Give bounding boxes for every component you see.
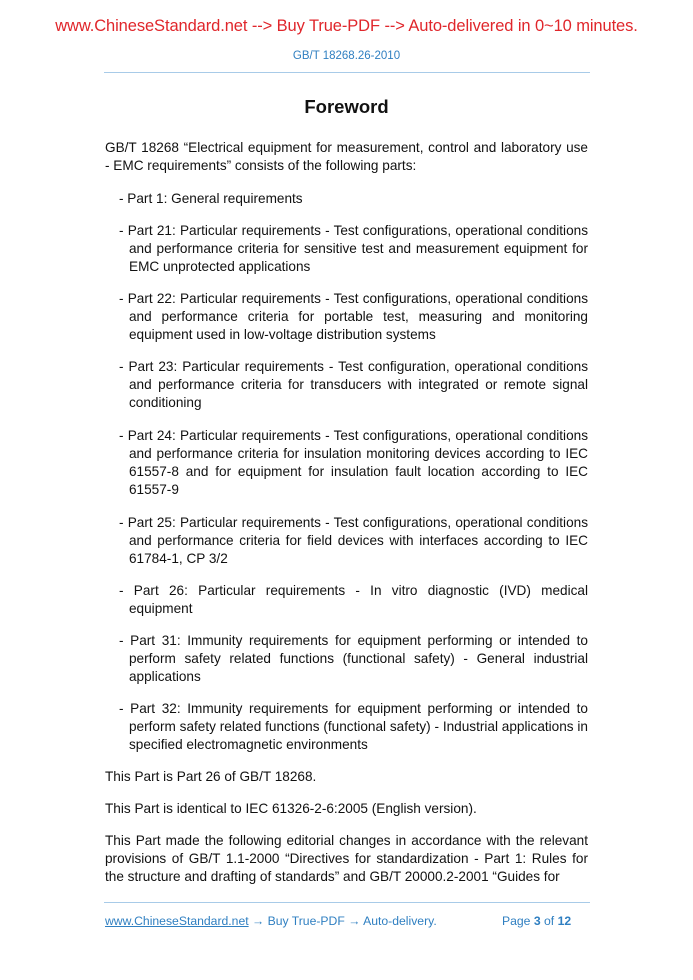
total-pages-number: 12 (557, 914, 572, 928)
footer-delivery-text: Auto-delivery. (363, 914, 437, 928)
page-label: Page (502, 914, 531, 928)
part-list-item: - Part 21: Particular requirements - Test configurations, operational conditions and performance criteria for sensitive test and measurement equipment for EMC unprotected applications (119, 223, 588, 274)
part-list-item: - Part 23: Particular requirements - Test configuration, operational conditions and performance criteria for transducers with integrated or remote signal conditioning (119, 359, 588, 410)
intro-paragraph: GB/T 18268 “Electrical equipment for measurement, control and laboratory use - EMC requirements” consists of the following parts: (105, 140, 588, 173)
arrow-right-icon: → (344, 914, 364, 928)
page-indicator (502, 914, 571, 928)
body-paragraph: This Part is Part 26 of GB/T 18268. (105, 769, 317, 784)
promo-banner[interactable]: www.ChineseStandard.net --> Buy True-PDF --> Auto-delivered in 0~10 minutes. (55, 17, 638, 35)
part-list-item: - Part 25: Particular requirements - Test configurations, operational conditions and performance criteria for field devices with interfaces according to IEC 61784-1, CP 3/2 (119, 515, 588, 566)
footer-buy-text: Buy True-PDF (267, 914, 345, 928)
page-title: Foreword (304, 96, 389, 117)
of-label: of (544, 914, 555, 928)
body-paragraph: This Part is identical to IEC 61326-2-6:2005 (English version). (105, 801, 477, 816)
part-list-item: - Part 24: Particular requirements - Test configurations, operational conditions and performance criteria for insulation monitoring devices according to IEC 61557-8 and for equipment for insulation fault location according to IEC 61557-9 (119, 428, 588, 497)
document-code: GB/T 18268.26-2010 (292, 50, 401, 62)
arrow-right-icon: → (248, 914, 268, 928)
part-list-item: - Part 22: Particular requirements - Test configurations, operational conditions and performance criteria for portable test, measuring and monitoring equipment used in low-voltage distribution systems (119, 291, 588, 342)
part-list-item: - Part 32: Immunity requirements for equipment performing or intended to perform safety related functions (functional safety) - Industrial applications in specified electromagnetic environments (119, 701, 588, 752)
part-list-item: - Part 26: Particular requirements - In vitro diagnostic (IVD) medical equipment (119, 583, 588, 616)
footer-site-link[interactable]: www.ChineseStandard.net (105, 914, 249, 928)
current-page-number: 3 (533, 914, 541, 928)
footer-divider (104, 902, 590, 903)
part-list-item: - Part 1: General requirements (119, 191, 303, 206)
header-divider (104, 72, 590, 73)
footer-promo (105, 914, 437, 928)
part-list-item: - Part 31: Immunity requirements for equipment performing or intended to perform safety related functions (functional safety) - General industrial applications (119, 633, 588, 684)
body-paragraph: This Part made the following editorial changes in accordance with the relevant provisions of GB/T 1.1-2000 “Directives for standardization - Part 1: Rules for the structure and drafting of standards” and GB/T 20000.2-2001 “Guides for (105, 833, 588, 884)
